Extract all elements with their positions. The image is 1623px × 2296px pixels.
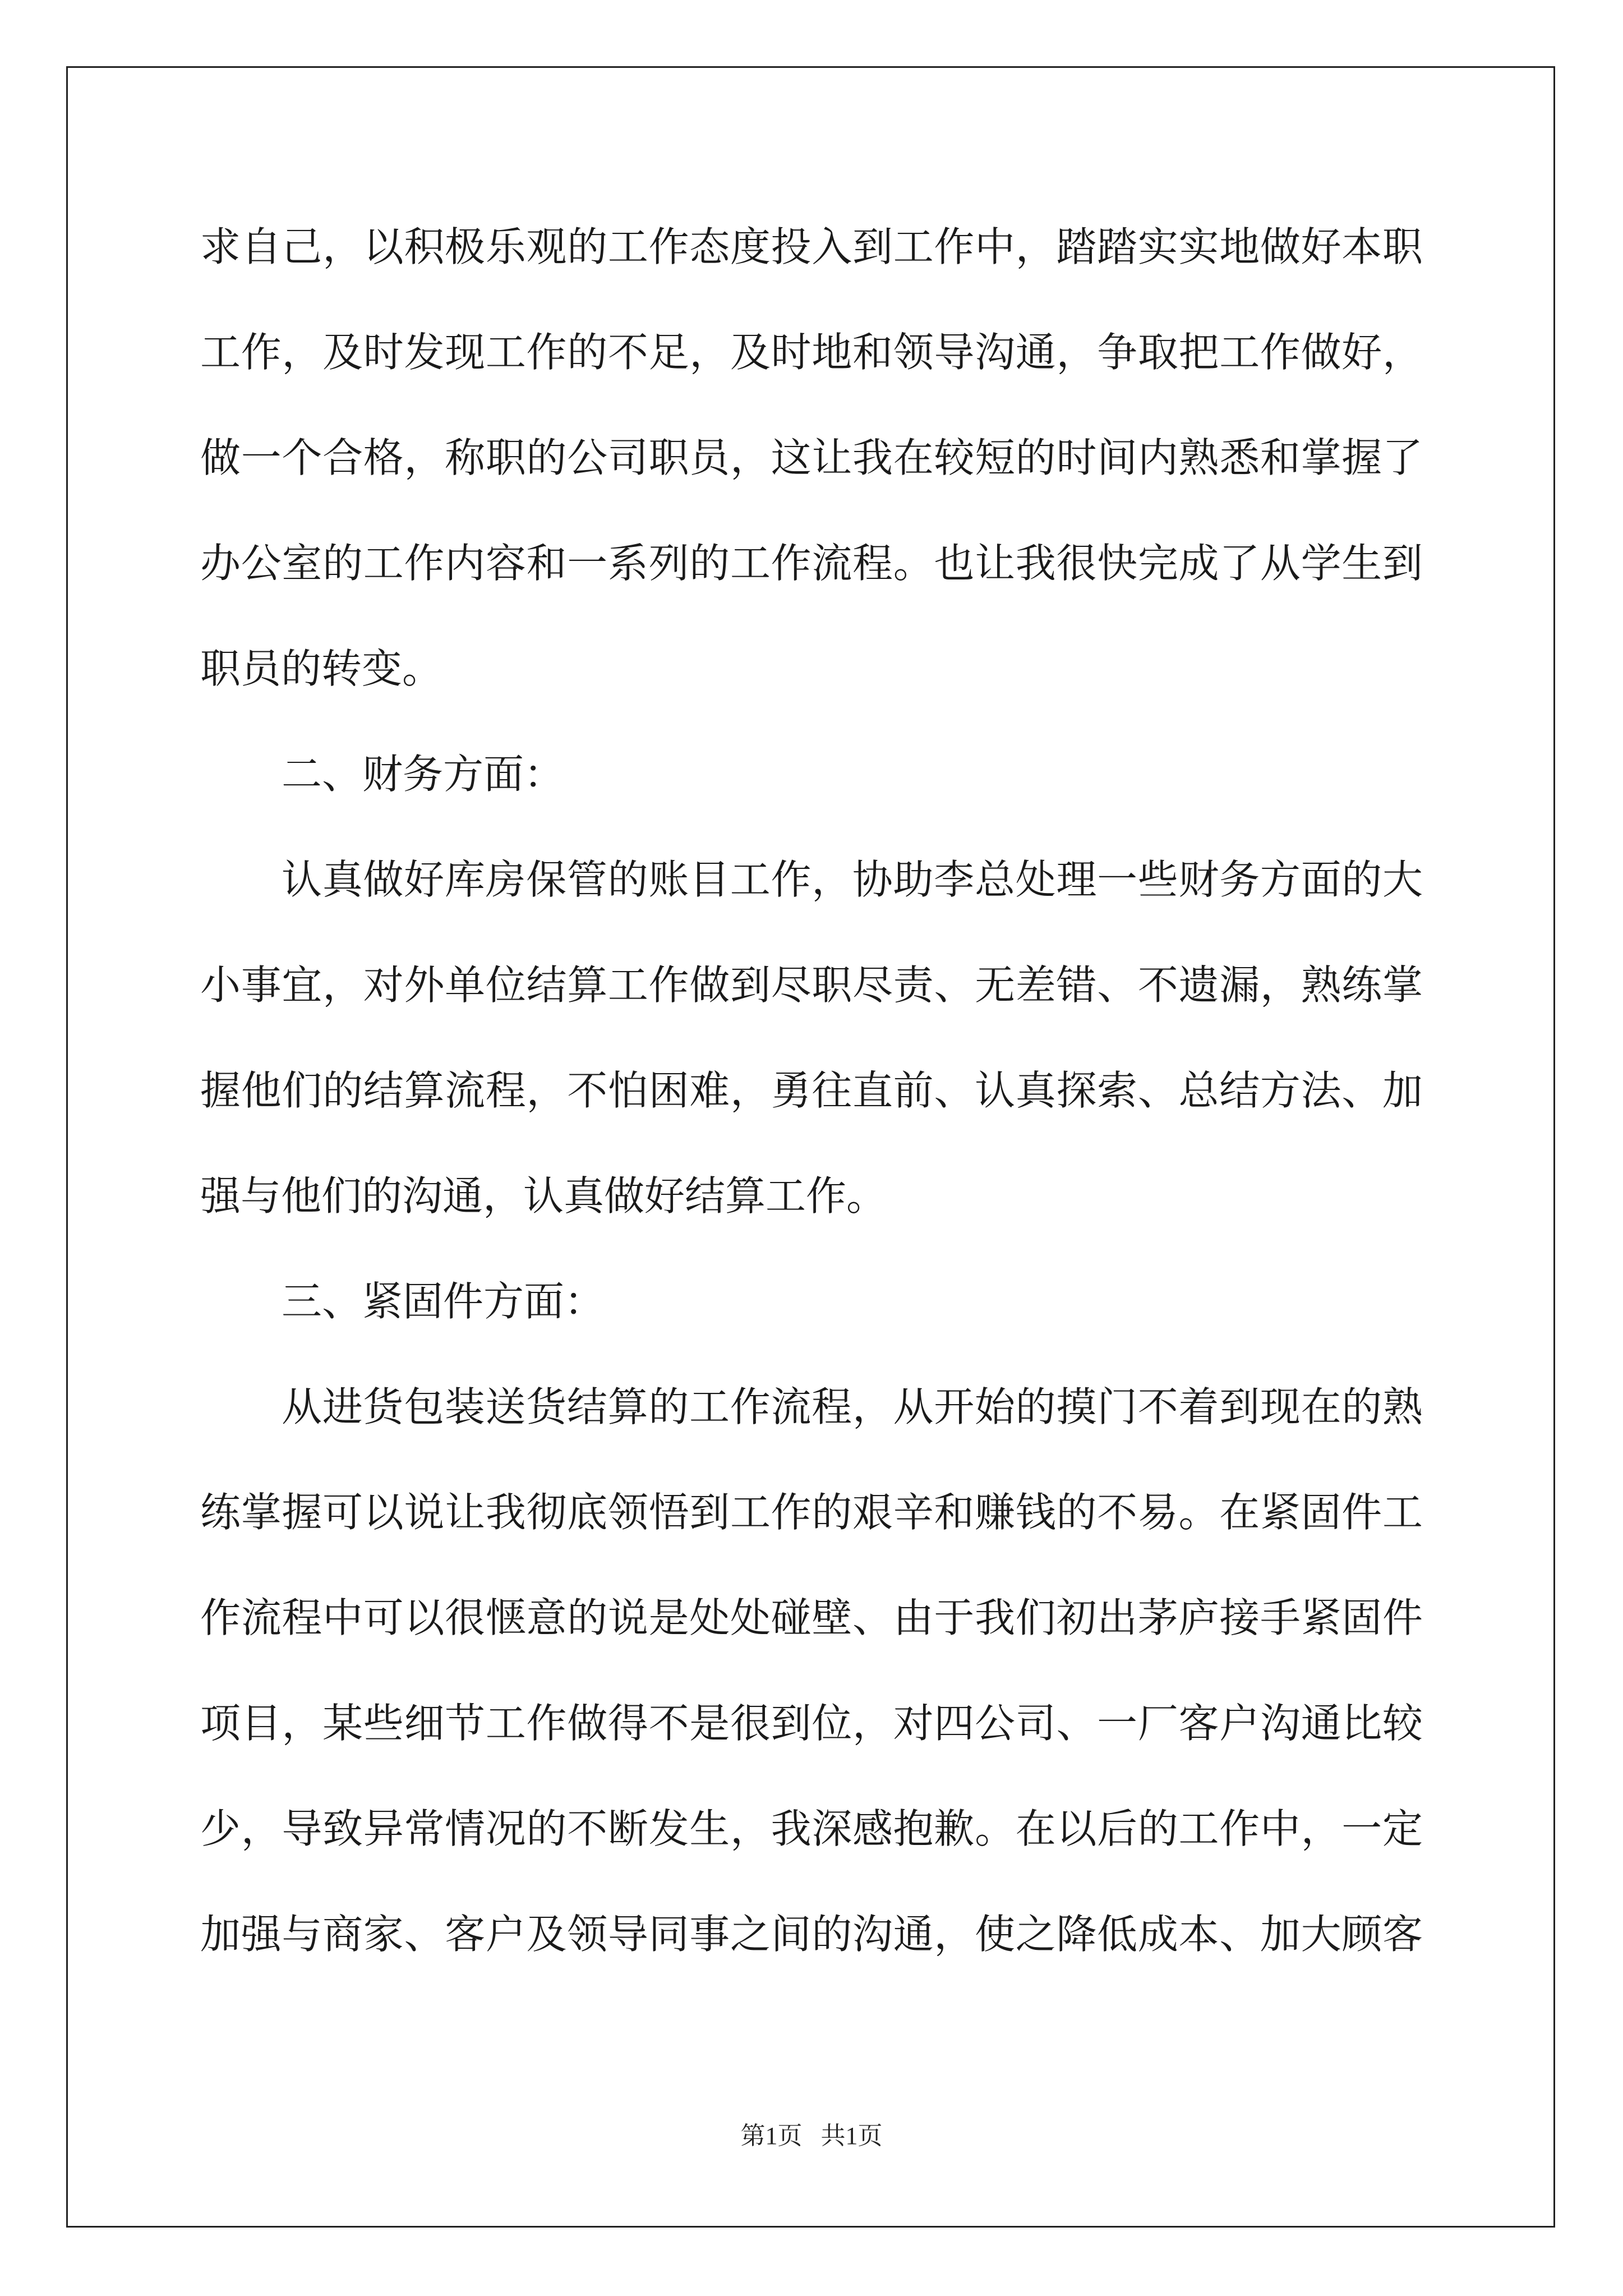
paragraph-line: 做一个合格，称职的公司职员，这让我在较短的时间内熟悉和掌握了	[200, 434, 1423, 481]
paragraph-line: 加强与商家、客户及领导同事之间的沟通，使之降低成本、加大顾客	[200, 1911, 1423, 1958]
paragraph-line: 握他们的结算流程，不怕困难，勇往直前、认真探索、总结方法、加	[200, 1067, 1423, 1114]
page-number: 第1页	[740, 2122, 803, 2150]
paragraph-line: 作流程中可以很惬意的说是处处碰壁、由于我们初出茅庐接手紧固件	[200, 1594, 1423, 1641]
paragraph-line: 小事宜，对外单位结算工作做到尽职尽责、无差错、不遗漏，熟练掌	[200, 961, 1423, 1009]
paragraph-line: 少，导致异常情况的不断发生，我深感抱歉。在以后的工作中，一定	[200, 1805, 1423, 1852]
page-border	[66, 66, 1555, 2228]
page-total: 共1页	[820, 2122, 883, 2150]
paragraph-line: 练掌握可以说让我彻底领悟到工作的艰辛和赚钱的不易。在紧固件工	[200, 1489, 1423, 1536]
paragraph-line: 项目，某些细节工作做得不是很到位，对四公司、一厂客户沟通比较	[200, 1700, 1423, 1747]
paragraph-line: 职员的转变。	[200, 645, 443, 692]
paragraph-line: 办公室的工作内容和一系列的工作流程。也让我很快完成了从学生到	[200, 540, 1423, 587]
paragraph-line: 强与他们的沟通，认真做好结算工作。	[200, 1172, 887, 1220]
paragraph-line: 工作，及时发现工作的不足，及时地和领导沟通，争取把工作做好，	[200, 329, 1423, 376]
section-heading: 三、紧固件方面：	[282, 1278, 605, 1325]
paragraph-line: 从进货包装送货结算的工作流程，从开始的摸门不着到现在的熟	[282, 1383, 1423, 1430]
page-footer	[0, 2120, 1623, 2152]
section-heading: 二、财务方面：	[282, 751, 565, 798]
paragraph-line: 求自己，以积极乐观的工作态度投入到工作中，踏踏实实地做好本职	[200, 223, 1423, 270]
paragraph-line: 认真做好库房保管的账目工作，协助李总处理一些财务方面的大	[282, 856, 1423, 903]
